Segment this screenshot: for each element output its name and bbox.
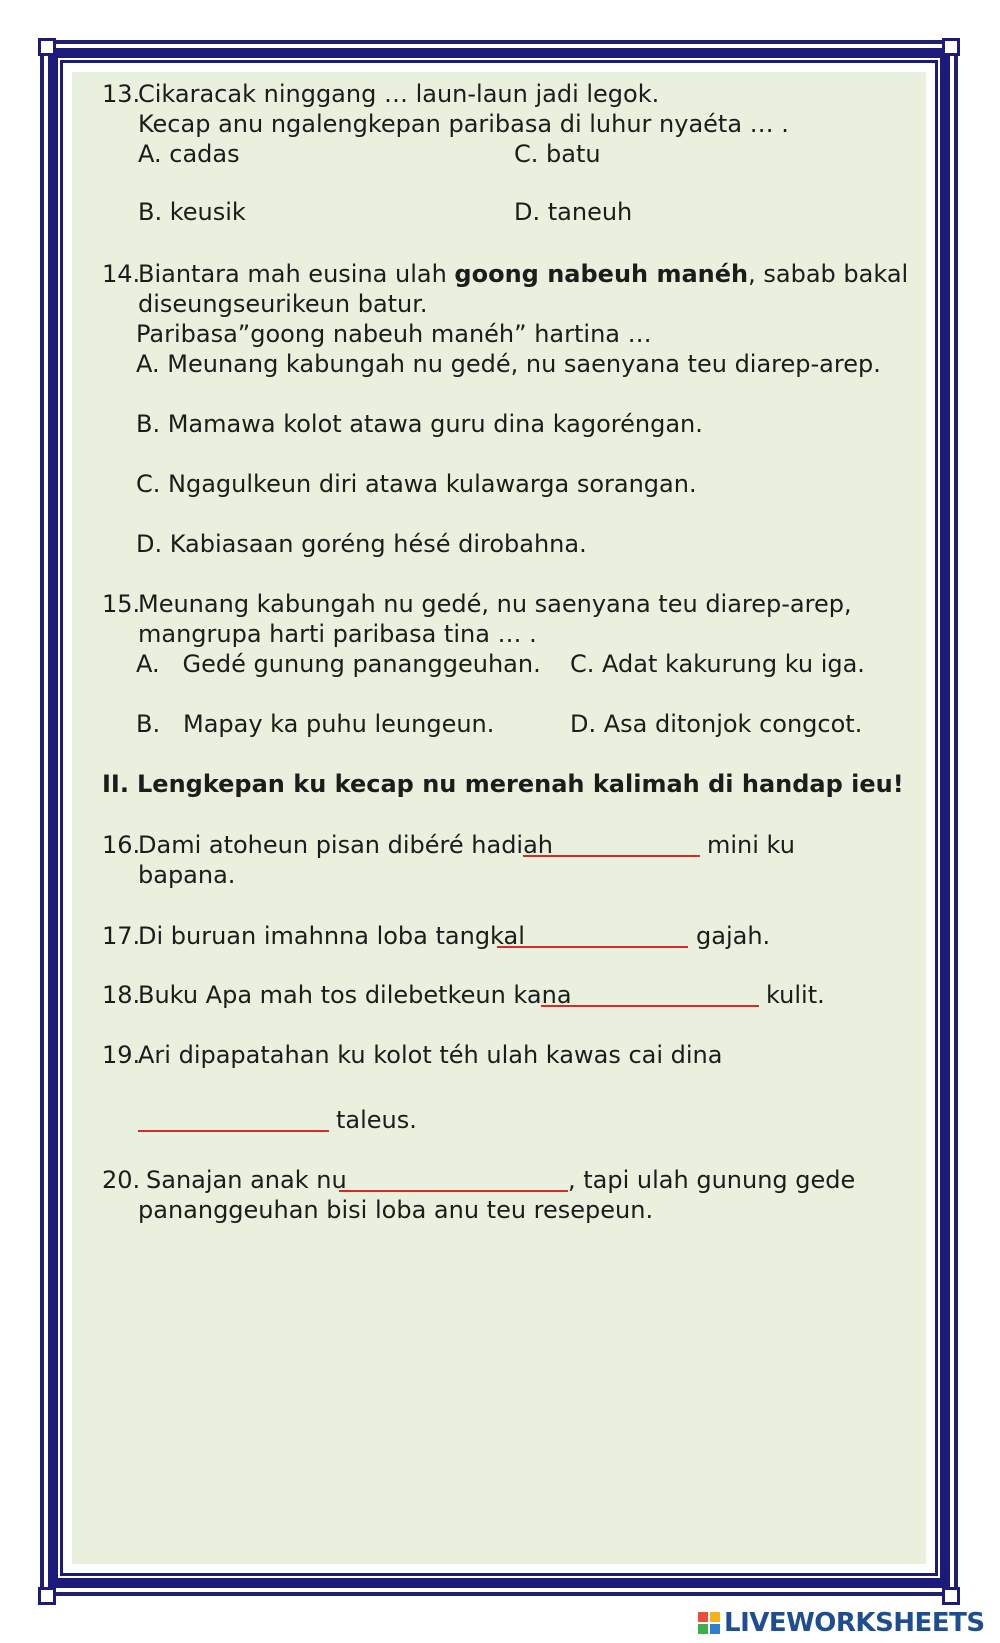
question-text: Paribasa”goong nabeuh manéh” hartina … [136,320,652,348]
answer-blank[interactable] [138,1108,329,1132]
question-text: gajah. [696,922,771,950]
option-d[interactable]: D. Kabiasaan goréng hésé dirobahna. [136,530,587,558]
liveworksheets-logo-icon [698,1612,720,1634]
question-number: 14. [102,260,141,288]
question-number: 19. [102,1041,141,1069]
option-b[interactable]: B. Mamawa kolot atawa guru dina kagoréngan. [136,410,703,438]
option-a[interactable]: A. Meunang kabungah nu gedé, nu saenyana teu diarep-arep. [136,350,881,378]
liveworksheets-brand [698,1608,985,1638]
question-text: Dami atoheun pisan dibéré hadiah [138,831,554,859]
question-text: , tapi ulah gunung gede [568,1166,856,1194]
answer-blank[interactable] [523,833,700,857]
answer-blank[interactable] [339,1168,568,1192]
question-text: Sanajan anak nu [146,1166,347,1194]
question-text: mangrupa harti paribasa tina … . [138,620,537,648]
question-text: Cikaracak ninggang … laun-laun jadi legok. [138,80,660,108]
option-a[interactable]: A. Gedé gunung pananggeuhan. [136,650,541,678]
question-text: Ari dipapatahan ku kolot téh ulah kawas cai dina [138,1041,723,1069]
section-title: Lengkepan ku kecap nu merenah kalimah di handap ieu! [137,770,904,798]
question-text: Di buruan imahnna loba tangkal [138,922,525,950]
question-text [138,259,908,289]
proverb-bold: goong nabeuh manéh [454,260,749,288]
option-c[interactable]: C. Ngagulkeun diri atawa kulawarga sorangan. [136,470,697,498]
answer-blank[interactable] [541,983,759,1007]
question-text: mini ku [707,831,795,859]
question-number: 13. [102,80,141,108]
question-text: Meunang kabungah nu gedé, nu saenyana teu diarep-arep, [138,590,852,618]
question-number: 16. [102,831,141,859]
brand-text: LIVEWORKSHEETS [724,1608,985,1638]
question-number: 20. [102,1166,141,1194]
option-a[interactable]: A. cadas [138,140,240,168]
option-d[interactable]: D. Asa ditonjok congcot. [570,710,863,738]
question-number: 17. [102,922,141,950]
question-number: 15. [102,590,141,618]
question-text: kulit. [766,981,825,1009]
option-b[interactable]: B. keusik [138,198,246,226]
question-text: pananggeuhan bisi loba anu teu resepeun. [138,1196,654,1224]
question-text: taleus. [336,1106,417,1134]
question-text: Kecap anu ngalengkepan paribasa di luhur nyaéta … . [138,110,789,138]
option-c[interactable]: C. Adat kakurung ku iga. [570,650,865,678]
question-text-part: , sabab bakal [748,260,909,288]
option-b[interactable]: B. Mapay ka puhu leungeun. [136,710,495,738]
answer-blank[interactable] [497,924,688,948]
question-number: 18. [102,981,141,1009]
question-text: bapana. [138,861,236,889]
option-d[interactable]: D. taneuh [514,198,633,226]
question-text: diseungseurikeun batur. [138,290,428,318]
section-number: II. [102,770,129,798]
option-c[interactable]: C. batu [514,140,601,168]
question-text: Buku Apa mah tos dilebetkeun kana [138,981,572,1009]
question-text-part: Biantara mah eusina ulah [138,260,455,288]
